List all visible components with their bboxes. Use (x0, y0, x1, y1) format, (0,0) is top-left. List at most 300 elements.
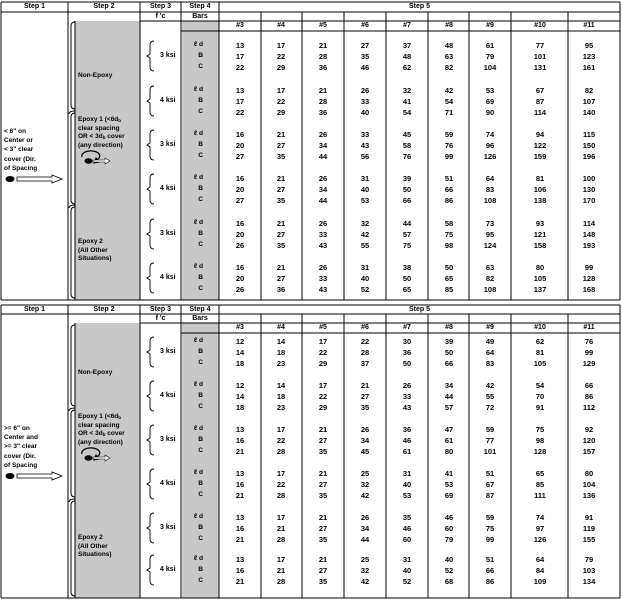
development-length-value: 105 (533, 274, 547, 283)
development-length-value: 94 (535, 130, 545, 139)
development-length-value: 35 (318, 491, 328, 500)
development-length-value: 13 (235, 513, 245, 522)
development-length-value: 106 (533, 185, 547, 194)
development-length-value: 18 (276, 348, 286, 357)
development-length-value: 53 (444, 480, 454, 489)
row-label-ld: ℓ d (193, 513, 203, 520)
row-label-c: C (198, 577, 203, 584)
development-length-value: 25 (360, 469, 370, 478)
development-length-value: 41 (402, 97, 412, 106)
step5-header: Step 5 (408, 3, 430, 10)
strength-brace (147, 41, 154, 71)
row-label-b: B (198, 436, 203, 443)
development-length-value: 38 (402, 263, 412, 272)
development-length-value: 35 (276, 241, 286, 250)
development-length-value: 37 (402, 41, 412, 50)
development-length-value: 17 (276, 555, 286, 564)
row-label-ld: ℓ d (193, 469, 203, 476)
condition-line: < 6" on (4, 128, 27, 135)
row-label-b: B (198, 348, 203, 355)
development-length-value: 61 (402, 447, 412, 456)
development-length-value: 65 (444, 274, 454, 283)
development-length-value: 80 (444, 447, 454, 456)
development-length-value: 105 (533, 359, 547, 368)
row-label-c: C (198, 535, 203, 542)
development-length-value: 35 (360, 403, 370, 412)
development-length-value: 16 (235, 566, 245, 575)
development-length-value: 21 (276, 566, 286, 575)
direction-arrow-icon (17, 175, 62, 183)
development-length-value: 51 (485, 469, 495, 478)
bar-size-header: #7 (403, 22, 411, 29)
development-length-value: 61 (485, 41, 495, 50)
development-length-value: 44 (360, 535, 370, 544)
development-length-value: 26 (318, 263, 328, 272)
development-length-value: 21 (276, 263, 286, 272)
direction-arrow-icon (17, 472, 62, 480)
development-length-value: 76 (402, 152, 412, 161)
development-length-value: 109 (533, 577, 547, 586)
development-length-value: 63 (485, 263, 495, 272)
development-length-value: 60 (444, 524, 454, 533)
category-brace (71, 113, 75, 204)
development-length-value: 126 (483, 152, 497, 161)
condition-line: >= 3" clear (4, 443, 38, 451)
development-length-value: 86 (444, 196, 454, 205)
step4-header: Step 4 (189, 3, 211, 10)
development-length-value: 51 (485, 555, 495, 564)
category-epoxy2-line: Epoxy 2 (78, 534, 103, 541)
development-length-value: 62 (402, 63, 412, 72)
development-length-value: 27 (318, 524, 328, 533)
development-length-value: 114 (582, 219, 596, 228)
development-length-value: 26 (360, 425, 370, 434)
row-label-ld: ℓ d (193, 337, 203, 344)
development-length-value: 51 (444, 174, 454, 183)
development-length-value: 35 (360, 52, 370, 61)
development-length-value: 41 (444, 469, 454, 478)
row-label-c: C (198, 285, 203, 292)
concrete-strength: 3 ksi (160, 348, 176, 355)
condition-line: cover (Dir. (4, 452, 36, 460)
development-length-value: 31 (360, 263, 370, 272)
development-length-value: 43 (402, 403, 412, 412)
development-length-value: 170 (582, 196, 596, 205)
category-text: clear spacing (78, 124, 120, 132)
development-length-value: 28 (318, 52, 328, 61)
development-length-value: 18 (235, 359, 245, 368)
development-length-value: 86 (485, 577, 495, 586)
bar-size-header: #4 (277, 22, 285, 29)
development-length-value: 20 (235, 141, 245, 150)
development-length-value: 28 (360, 348, 370, 357)
step2-header: Step 2 (93, 306, 115, 313)
development-length-value: 52 (444, 566, 454, 575)
category-epoxy2-line: Situations) (78, 551, 112, 558)
development-length-value: 168 (582, 285, 596, 294)
development-length-value: 128 (582, 274, 596, 283)
development-length-value: 42 (360, 491, 370, 500)
development-length-value: 21 (360, 381, 370, 390)
condition-line: Center or (4, 137, 33, 145)
development-length-value: 111 (534, 491, 546, 500)
development-length-value: 26 (360, 513, 370, 522)
development-length-value: 98 (444, 241, 454, 250)
concrete-strength: 4 ksi (160, 185, 176, 192)
development-length-value: 71 (444, 108, 454, 117)
development-length-value: 66 (584, 381, 594, 390)
development-length-value: 67 (485, 480, 495, 489)
development-length-value: 27 (235, 196, 245, 205)
development-length-value: 40 (360, 108, 370, 117)
category-brace (71, 22, 75, 109)
bar-dot-icon (85, 456, 92, 460)
bar-size-header: #10 (534, 22, 546, 29)
development-length-value: 32 (360, 566, 370, 575)
development-length-value: 33 (318, 274, 328, 283)
concrete-strength: 4 ksi (160, 97, 176, 104)
development-length-value: 14 (235, 392, 245, 401)
development-length-value: 104 (582, 480, 596, 489)
concrete-strength: 3 ksi (160, 436, 176, 443)
bars-header: Bars (192, 315, 208, 322)
concrete-strength: 3 ksi (160, 52, 176, 59)
development-length-value: 54 (402, 108, 412, 117)
development-length-value: 21 (276, 219, 286, 228)
development-length-value: 34 (360, 436, 370, 445)
development-length-value: 148 (582, 230, 596, 239)
development-length-value: 73 (485, 219, 495, 228)
development-length-value: 91 (535, 403, 545, 412)
development-length-value: 44 (318, 152, 328, 161)
category-text: clear spacing (78, 421, 120, 429)
development-length-value: 21 (235, 535, 245, 544)
development-length-value: 138 (533, 196, 547, 205)
concrete-strength: 3 ksi (160, 230, 176, 237)
development-length-value: 83 (485, 359, 495, 368)
development-length-value: 137 (533, 285, 547, 294)
fc-header: f 'c (155, 315, 166, 322)
development-length-value: 79 (444, 535, 454, 544)
development-length-value: 95 (584, 41, 594, 50)
development-length-value: 50 (402, 359, 412, 368)
development-length-value: 100 (582, 174, 596, 183)
row-label-b: B (198, 480, 203, 487)
development-length-value: 22 (276, 436, 286, 445)
development-length-value: 22 (318, 392, 328, 401)
development-length-value: 26 (360, 86, 370, 95)
bar-size-header: #11 (583, 22, 595, 29)
step1-header: Step 1 (23, 3, 45, 10)
row-label-b: B (198, 524, 203, 531)
development-length-value: 79 (485, 52, 495, 61)
development-length-value: 35 (402, 513, 412, 522)
development-length-value: 17 (276, 425, 286, 434)
development-length-value: 40 (402, 480, 412, 489)
development-length-value: 84 (535, 566, 545, 575)
development-length-value: 17 (235, 97, 245, 106)
development-length-value: 43 (318, 285, 328, 294)
development-length-value: 134 (582, 577, 596, 586)
development-length-value: 21 (235, 447, 245, 456)
development-length-value: 26 (318, 130, 328, 139)
concrete-strength: 4 ksi (160, 274, 176, 281)
development-length-value: 131 (533, 63, 547, 72)
row-label-b: B (198, 392, 203, 399)
development-length-value: 48 (402, 52, 412, 61)
development-length-value: 150 (582, 141, 596, 150)
development-length-value: 17 (276, 469, 286, 478)
bar-size-header: #6 (361, 324, 369, 331)
development-length-value: 59 (444, 130, 454, 139)
development-length-value: 36 (276, 285, 286, 294)
bar-size-header: #8 (445, 324, 453, 331)
development-length-value: 62 (535, 337, 545, 346)
category-brace (71, 207, 75, 298)
development-length-value: 21 (318, 425, 328, 434)
development-length-value: 72 (485, 403, 495, 412)
development-length-value: 108 (483, 285, 497, 294)
development-length-value: 48 (444, 41, 454, 50)
bar-size-header: #11 (583, 324, 595, 331)
development-length-value: 21 (276, 174, 286, 183)
development-length-value: 28 (276, 577, 286, 586)
development-length-value: 52 (402, 577, 412, 586)
development-length-value: 33 (360, 130, 370, 139)
row-label-ld: ℓ d (193, 425, 203, 432)
development-length-value: 29 (276, 108, 286, 117)
development-length-value: 16 (235, 524, 245, 533)
development-length-value: 98 (535, 436, 545, 445)
strength-brace (147, 263, 154, 293)
development-length-value: 79 (584, 555, 594, 564)
development-length-value: 76 (444, 141, 454, 150)
development-length-value: 114 (533, 108, 547, 117)
development-length-value: 12 (235, 337, 245, 346)
development-length-value: 46 (402, 436, 412, 445)
development-length-value: 21 (235, 577, 245, 586)
development-length-value: 42 (485, 381, 495, 390)
development-length-value: 57 (444, 403, 454, 412)
concrete-strength: 4 ksi (160, 566, 176, 573)
category-text: cover (105, 430, 125, 437)
development-length-value: 40 (360, 185, 370, 194)
development-length-value: 87 (535, 97, 545, 106)
concrete-strength: 3 ksi (160, 141, 176, 148)
development-length-value: 82 (584, 86, 594, 95)
fc-header: f 'c (155, 13, 166, 20)
condition-line: of Spacing (4, 164, 38, 172)
development-length-value: 29 (318, 403, 328, 412)
category-brace (71, 325, 75, 406)
development-length-value: 99 (584, 263, 594, 272)
development-length-value: 27 (360, 41, 370, 50)
development-length-value: 21 (276, 130, 286, 139)
row-label-c: C (198, 152, 203, 159)
development-length-value: 75 (444, 230, 454, 239)
development-length-value: 27 (318, 566, 328, 575)
subscript-b: b (118, 118, 122, 123)
step4-header: Step 4 (189, 306, 211, 313)
development-length-value: 95 (485, 230, 495, 239)
development-length-value: 20 (235, 274, 245, 283)
development-length-value: 66 (444, 359, 454, 368)
development-length-value: 14 (276, 381, 286, 390)
row-label-b: B (198, 274, 203, 281)
development-length-value: 26 (235, 285, 245, 294)
development-length-value: 35 (318, 535, 328, 544)
development-length-value: 81 (535, 174, 545, 183)
development-length-value: 75 (535, 425, 545, 434)
development-length-value: 34 (318, 141, 328, 150)
strength-brace (147, 469, 154, 499)
step5-header: Step 5 (408, 306, 430, 313)
condition-line: Center and (4, 434, 38, 442)
development-length-value: 96 (485, 141, 495, 150)
development-length-value: 42 (360, 577, 370, 586)
category-epoxy2-line: (All Other (78, 246, 108, 254)
development-length-value: 92 (584, 425, 594, 434)
development-length-value: 157 (582, 447, 596, 456)
development-length-value: 36 (318, 108, 328, 117)
development-length-value: 21 (318, 41, 328, 50)
subscript-b: b (102, 432, 106, 437)
row-label-b: B (198, 52, 203, 59)
development-length-value: 23 (276, 403, 286, 412)
development-length-value: 74 (485, 130, 495, 139)
development-length-value: 36 (402, 348, 412, 357)
development-length-value: 66 (402, 196, 412, 205)
row-label-ld: ℓ d (193, 381, 203, 388)
development-length-value: 59 (485, 425, 495, 434)
strength-brace (147, 381, 154, 411)
development-length-value: 54 (535, 381, 545, 390)
development-length-value: 36 (402, 425, 412, 434)
development-length-value: 87 (485, 491, 495, 500)
development-length-value: 20 (235, 230, 245, 239)
development-length-value: 75 (485, 524, 495, 533)
development-length-value: 13 (235, 86, 245, 95)
category-text: OR < 3d (78, 430, 103, 437)
development-length-value: 56 (360, 152, 370, 161)
development-length-value: 40 (402, 566, 412, 575)
row-label-b: B (198, 230, 203, 237)
development-length-value: 63 (444, 52, 454, 61)
development-length-value: 27 (318, 480, 328, 489)
development-length-value: 28 (276, 491, 286, 500)
development-length-value: 13 (235, 469, 245, 478)
development-length-value: 31 (402, 469, 412, 478)
development-length-value: 44 (318, 196, 328, 205)
development-length-value: 40 (444, 555, 454, 564)
development-length-value: 31 (402, 555, 412, 564)
development-length-value: 29 (276, 63, 286, 72)
development-length-value: 32 (360, 480, 370, 489)
development-length-value: 31 (360, 174, 370, 183)
development-length-value: 17 (235, 52, 245, 61)
development-length-value: 21 (235, 491, 245, 500)
category-epoxy2-line: Situations) (78, 255, 112, 262)
bar-size-header: #9 (486, 324, 494, 331)
row-label-ld: ℓ d (193, 555, 203, 562)
category-text: cover (105, 133, 125, 140)
development-length-value: 21 (318, 86, 328, 95)
row-label-c: C (198, 196, 203, 203)
development-length-value: 27 (235, 152, 245, 161)
development-length-value: 17 (276, 513, 286, 522)
development-length-value: 103 (582, 566, 596, 575)
development-length-value: 20 (235, 185, 245, 194)
category-brace (71, 410, 75, 497)
development-length-value: 26 (235, 241, 245, 250)
condition-line: cover (Dir. (4, 155, 36, 163)
development-length-value: 42 (444, 86, 454, 95)
category-epoxy1-line (78, 439, 123, 448)
development-length-value: 99 (584, 348, 594, 357)
step2-header: Step 2 (93, 3, 115, 10)
development-length-value: 82 (444, 63, 454, 72)
development-length-value: 28 (318, 97, 328, 106)
subscript-b: b (118, 415, 122, 420)
development-length-value: 193 (582, 241, 596, 250)
development-length-value: 46 (360, 63, 370, 72)
category-epoxy1-line (78, 125, 120, 134)
development-length-value: 120 (582, 436, 596, 445)
development-length-value: 158 (533, 241, 547, 250)
bar-size-header: #7 (403, 324, 411, 331)
development-length-value: 68 (444, 577, 454, 586)
development-length-value: 80 (535, 263, 545, 272)
category-epoxy2-line: (All Other (78, 542, 108, 550)
development-length-value: 161 (582, 63, 596, 72)
concrete-strength: 4 ksi (160, 392, 176, 399)
development-length-value: 22 (318, 348, 328, 357)
development-length-value: 16 (235, 263, 245, 272)
development-length-value: 34 (444, 381, 454, 390)
bar-size-header: #3 (236, 324, 244, 331)
development-length-value: 12 (235, 381, 245, 390)
development-length-value: 44 (444, 392, 454, 401)
development-length-value: 112 (582, 403, 596, 412)
development-length-value: 121 (533, 230, 547, 239)
development-length-value: 22 (276, 52, 286, 61)
development-length-value: 140 (582, 108, 596, 117)
development-length-value: 18 (235, 403, 245, 412)
development-length-value: 26 (402, 381, 412, 390)
development-length-value: 26 (318, 219, 328, 228)
development-length-value: 18 (276, 392, 286, 401)
row-label-b: B (198, 185, 203, 192)
row-label-ld: ℓ d (193, 174, 203, 181)
development-length-value: 50 (444, 263, 454, 272)
development-length-value: 122 (533, 141, 547, 150)
step3-header: Step 3 (149, 3, 171, 10)
development-length-value: 21 (318, 555, 328, 564)
development-length-value: 21 (318, 513, 328, 522)
development-length-value: 21 (318, 469, 328, 478)
development-length-value: 65 (402, 285, 412, 294)
row-label-ld: ℓ d (193, 130, 203, 137)
development-length-value: 66 (485, 566, 495, 575)
row-label-ld: ℓ d (193, 41, 203, 48)
bar-dot-icon (85, 159, 92, 163)
development-length-value: 85 (444, 285, 454, 294)
development-length-value: 159 (533, 152, 547, 161)
development-length-value: 196 (582, 152, 596, 161)
development-length-value: 80 (584, 469, 594, 478)
row-label-c: C (198, 241, 203, 248)
bar-size-header: #9 (486, 22, 494, 29)
